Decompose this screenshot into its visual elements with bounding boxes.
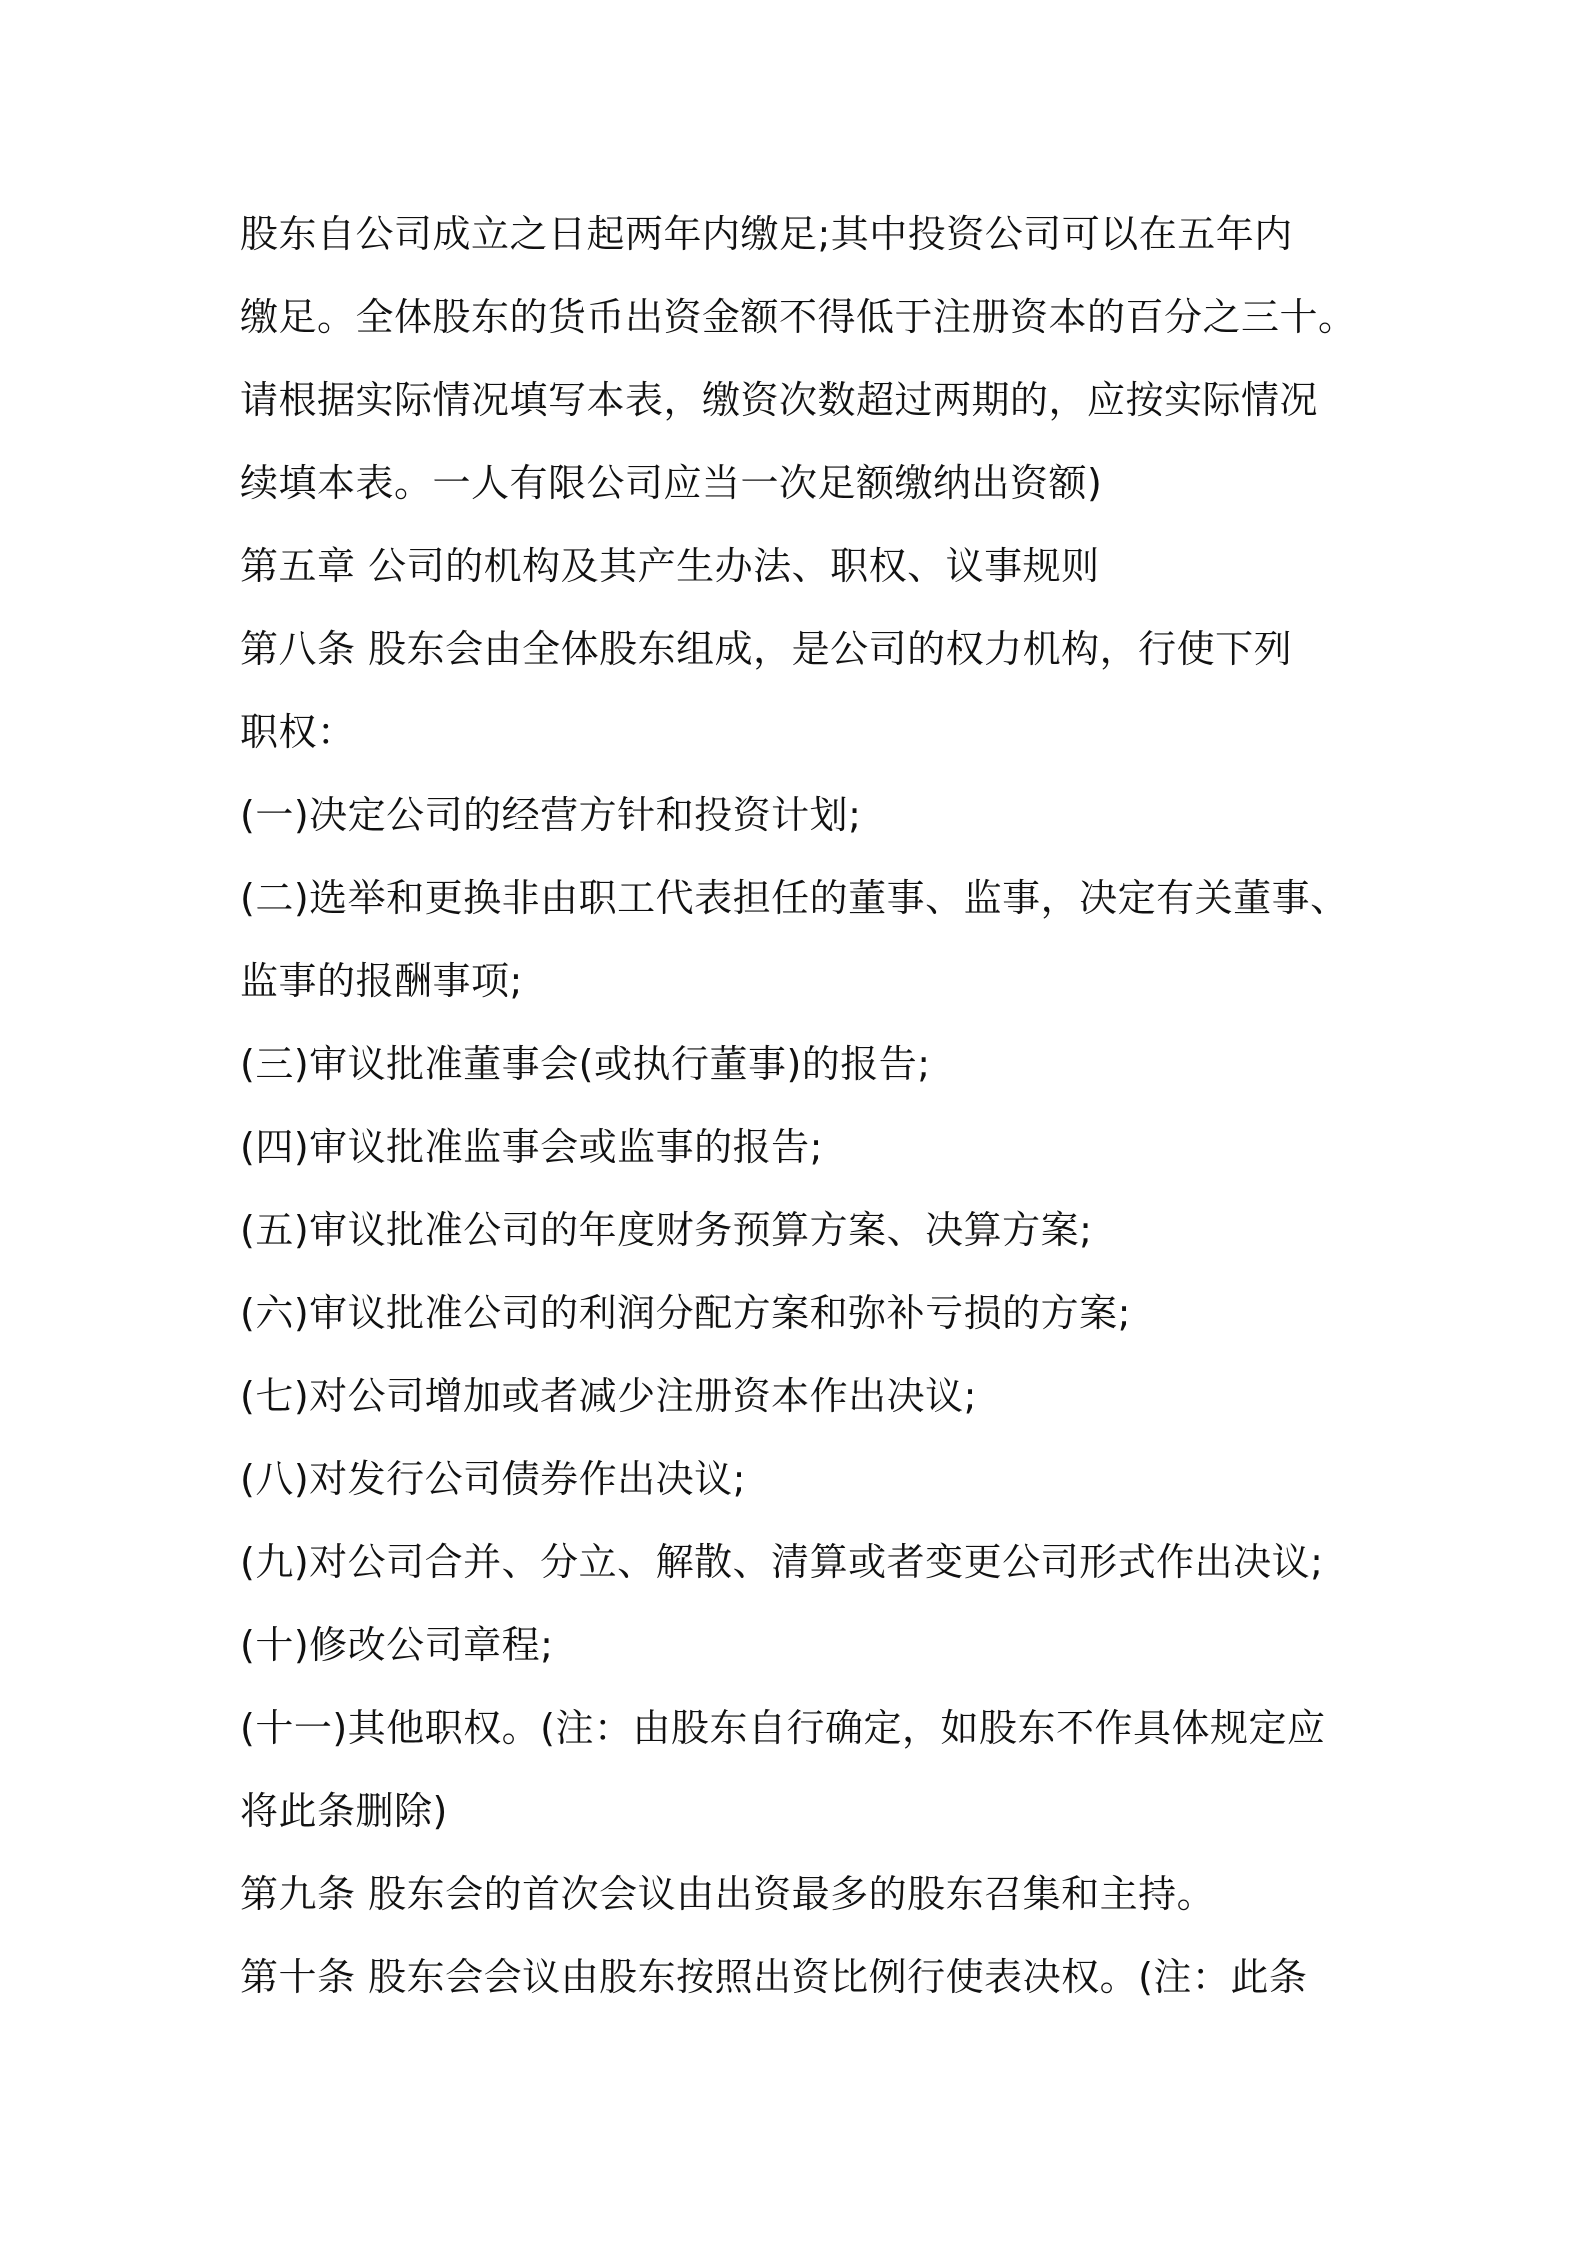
list-item: (三)审议批准董事会(或执行董事)的报告; (240, 1042, 931, 1086)
text-line: 缴足。全体股东的货币出资金额不得低于注册资本的百分之三十。 (240, 295, 1357, 339)
list-item: (七)对公司增加或者减少注册资本作出决议; (240, 1374, 977, 1418)
list-item: (四)审议批准监事会或监事的报告; (240, 1125, 823, 1169)
list-item: (十一)其他职权。(注：由股东自行确定，如股东不作具体规定应 (240, 1706, 1326, 1750)
list-item: (八)对发行公司债券作出决议; (240, 1457, 746, 1501)
text-line: 股东自公司成立之日起两年内缴足;其中投资公司可以在五年内 (240, 212, 1293, 256)
chapter-heading: 第五章 公司的机构及其产生办法、职权、议事规则 (240, 544, 1100, 588)
list-item: (九)对公司合并、分立、解散、清算或者变更公司形式作出决议; (240, 1540, 1324, 1584)
list-item: (二)选举和更换非由职工代表担任的董事、监事，决定有关董事、 (240, 876, 1349, 920)
article-10-line: 第十条 股东会会议由股东按照出资比例行使表决权。(注：此条 (240, 1955, 1308, 1999)
list-item: (五)审议批准公司的年度财务预算方案、决算方案; (240, 1208, 1093, 1252)
list-item: (一)决定公司的经营方针和投资计划; (240, 793, 862, 837)
text-line: 请根据实际情况填写本表，缴资次数超过两期的，应按实际情况 (240, 378, 1319, 422)
body-text (240, 193, 1390, 2019)
text-line: 监事的报酬事项; (240, 959, 523, 1003)
article-8-line: 第八条 股东会由全体股东组成，是公司的权力机构，行使下列 (240, 627, 1293, 671)
text-line: 职权： (240, 710, 356, 754)
list-item: (十)修改公司章程; (240, 1623, 554, 1667)
list-item: (六)审议批准公司的利润分配方案和弥补亏损的方案; (240, 1291, 1131, 1335)
text-line: 将此条删除) (240, 1789, 448, 1833)
text-line: 续填本表。一人有限公司应当一次足额缴纳出资额) (240, 461, 1103, 505)
article-9-line: 第九条 股东会的首次会议由出资最多的股东召集和主持。 (240, 1872, 1216, 1916)
